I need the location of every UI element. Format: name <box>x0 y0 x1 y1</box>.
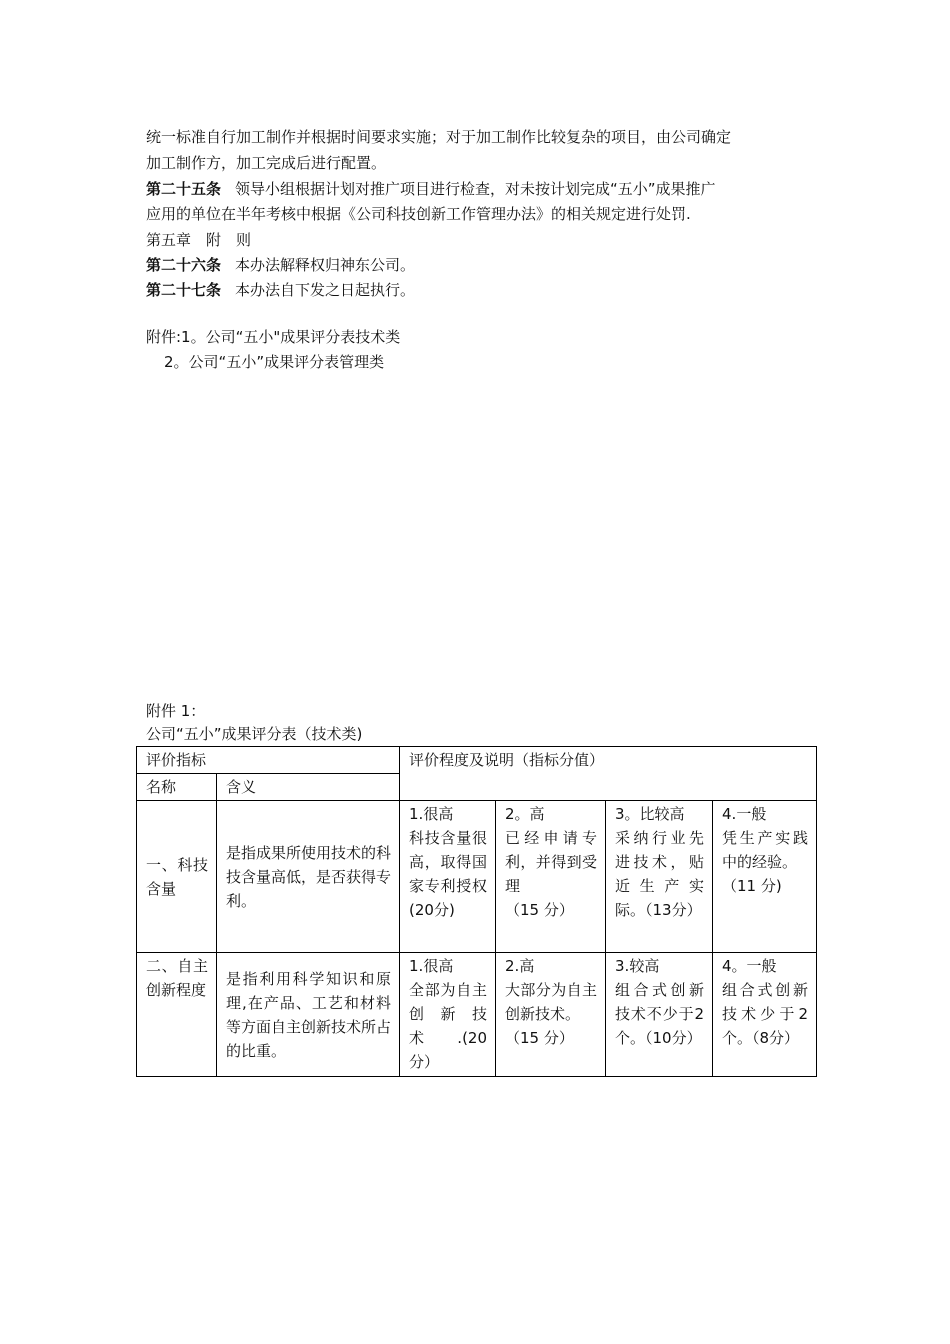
chapter-heading: 第五章 附 则 <box>146 231 252 249</box>
paragraph-line: 应用的单位在半年考核中根据《公司科技创新工作管理办法》的相关规定进行处罚. <box>146 205 691 223</box>
indicator-name: 一、科技含量 <box>137 801 217 953</box>
level-title: 2。高 <box>505 805 545 823</box>
level-title: 4.一般 <box>722 805 767 823</box>
header-indicator: 评价指标 <box>137 747 400 774</box>
header-name: 名称 <box>137 774 217 801</box>
attachment-item-1: 附件:1。公司“五小"成果评分表技术类 <box>146 328 401 346</box>
article-27 <box>146 278 826 302</box>
level-score: （11 分) <box>722 877 782 895</box>
paragraph-line: 统一标准自行加工制作并根据时间要求实施；对于加工制作比较复杂的项目，由公司确定 <box>146 128 732 146</box>
level-cell <box>496 801 606 953</box>
indicator-meaning: 是指利用科学知识和原理,在产品、工艺和材料等方面自主创新技术所占的比重。 <box>217 953 400 1077</box>
level-score: （15 分） <box>505 1029 574 1047</box>
article-label: 第二十七条 <box>146 281 222 299</box>
level-cell <box>713 801 817 953</box>
level-title: 4。一般 <box>722 957 777 975</box>
article-26 <box>146 253 826 277</box>
level-desc: 全部为自主创新技术 .(20分） <box>409 981 488 1071</box>
level-desc: 已经申请专利，并得到受理 <box>505 829 598 895</box>
level-desc: 组合式创新技术少于2个。（8分） <box>722 981 809 1047</box>
level-score: （15 分） <box>505 901 574 919</box>
score-table <box>136 746 817 1077</box>
paragraph-line: 加工制作方，加工完成后进行配置。 <box>146 154 387 172</box>
indicator-name: 二、自主创新程度 <box>137 953 217 1077</box>
level-title: 1.很高 <box>409 805 454 823</box>
indicator-meaning: 是指成果所使用技术的科技含量高低，是否获得专利。 <box>217 801 400 953</box>
level-cell <box>606 801 713 953</box>
level-desc: 凭生产实践中的经验。 <box>722 829 809 871</box>
table-header-row <box>137 747 817 774</box>
table-row <box>137 953 817 1077</box>
article-label: 第二十五条 <box>146 180 222 198</box>
article-text: 本办法解释权归神东公司。 <box>235 256 416 274</box>
level-cell <box>400 801 496 953</box>
article-text: 本办法自下发之日起执行。 <box>235 281 416 299</box>
article-25 <box>146 177 826 201</box>
level-title: 2.高 <box>505 957 535 975</box>
level-cell <box>496 953 606 1077</box>
level-title: 1.很高 <box>409 957 454 975</box>
header-degree: 评价程度及说明（指标分值） <box>400 747 817 801</box>
level-desc: 组合式创新技术不少于2个。（10分） <box>615 981 705 1047</box>
level-desc: 大部分为自主创新技术。 <box>505 981 598 1023</box>
table-row <box>137 801 817 953</box>
level-cell <box>713 953 817 1077</box>
level-desc: 科技含量很高，取得国家专利授权(20分) <box>409 829 488 919</box>
level-cell <box>400 953 496 1077</box>
article-text: 领导小组根据计划对推广项目进行检查，对未按计划完成“五小”成果推广 <box>235 180 716 198</box>
appendix-title: 公司“五小”成果评分表（技术类) <box>146 725 363 743</box>
appendix-label: 附件 1： <box>146 702 206 720</box>
level-desc: 采纳行业先进技术，贴近生产实际。（13分） <box>615 829 705 919</box>
article-label: 第二十六条 <box>146 256 222 274</box>
level-title: 3。比较高 <box>615 805 685 823</box>
level-title: 3.较高 <box>615 957 660 975</box>
attachment-item-2: 2。公司“五小”成果评分表管理类 <box>164 353 385 371</box>
header-meaning: 含义 <box>217 774 400 801</box>
level-cell <box>606 953 713 1077</box>
